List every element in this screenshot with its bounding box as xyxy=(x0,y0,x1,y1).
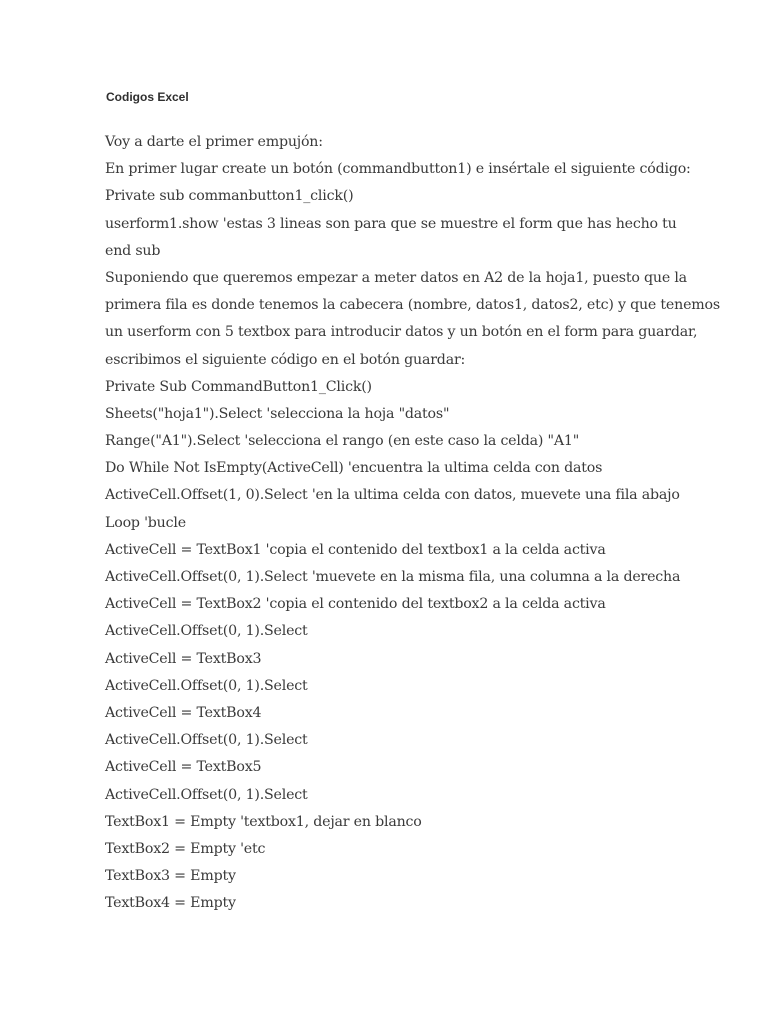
document-body xyxy=(105,129,720,917)
code-line: ActiveCell.Offset(0, 1).Select xyxy=(105,623,308,640)
code-line: ActiveCell = TextBox5 xyxy=(105,759,262,776)
code-line: ActiveCell = TextBox4 xyxy=(105,704,262,721)
code-line: Private Sub CommandButton1_Click() xyxy=(105,378,372,395)
code-line: ActiveCell.Offset(0, 1).Select 'muevete en la misma fila, una columna a la derecha xyxy=(105,569,681,585)
code-line: Loop 'bucle xyxy=(105,514,186,531)
code-line: end sub xyxy=(105,242,161,259)
code-line: Do While Not IsEmpty(ActiveCell) 'encuentra la ultima celda con datos xyxy=(105,460,603,477)
code-line: TextBox3 = Empty xyxy=(105,868,236,885)
code-line: ActiveCell.Offset(0, 1).Select xyxy=(105,732,308,749)
code-line: ActiveCell = TextBox2 'copia el contenido del textbox2 a la celda activa xyxy=(105,596,606,613)
text-line: un userform con 5 textbox para introducir datos y un botón en el form para guardar, xyxy=(105,324,698,341)
code-line: ActiveCell = TextBox3 xyxy=(105,650,262,667)
code-line: ActiveCell.Offset(1, 0).Select 'en la ultima celda con datos, muevete una fila abajo xyxy=(105,487,680,504)
code-line: TextBox2 = Empty 'etc xyxy=(105,840,266,857)
code-line: Sheets("hoja1").Select 'selecciona la hoja "datos" xyxy=(105,405,450,422)
document-title: Codigos Excel xyxy=(106,90,189,104)
code-line: ActiveCell = TextBox1 'copia el contenido del textbox1 a la celda activa xyxy=(105,541,606,558)
code-line: Private sub commanbutton1_click() xyxy=(105,188,354,205)
code-line: TextBox1 = Empty 'textbox1, dejar en blanco xyxy=(105,813,422,830)
text-line: escribimos el siguiente código en el botón guardar: xyxy=(105,351,466,368)
code-line: ActiveCell.Offset(0, 1).Select xyxy=(105,786,308,803)
code-line: Range("A1").Select 'selecciona el rango (en este caso la celda) "A1" xyxy=(105,433,580,450)
text-line: Voy a darte el primer empujón: xyxy=(105,134,323,150)
text-line: primera fila es donde tenemos la cabecera (nombre, datos1, datos2, etc) y que tenemos xyxy=(105,297,720,314)
text-line: Suponiendo que queremos empezar a meter datos en A2 de la hoja1, puesto que la xyxy=(105,269,687,286)
code-line: TextBox4 = Empty xyxy=(105,895,236,912)
code-line: ActiveCell.Offset(0, 1).Select xyxy=(105,677,308,694)
text-line: En primer lugar create un botón (commandbutton1) e insértale el siguiente código: xyxy=(105,161,691,178)
code-line: userform1.show 'estas 3 lineas son para que se muestre el form que has hecho tu xyxy=(105,215,677,232)
